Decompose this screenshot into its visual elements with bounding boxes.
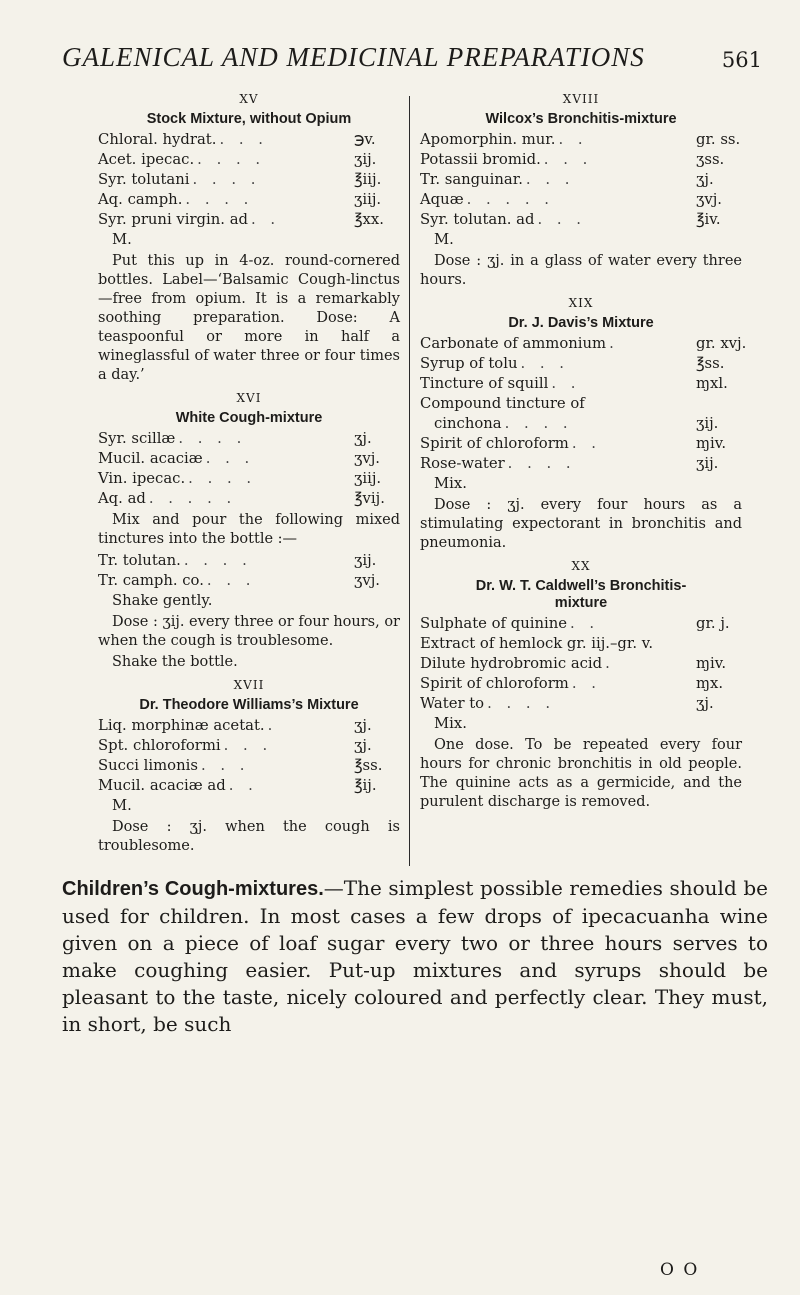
ingredient-row: Liq. morphinæ acetat. . ʒj. <box>98 716 400 736</box>
ingredient-dose: ℥vij. <box>354 490 385 507</box>
ingredient-dose: ʒiij. <box>354 470 382 487</box>
ingredient-name: Acet. ipecac. <box>98 151 195 168</box>
ingredient-row: Aquæ . . . . . ʒvj. <box>420 190 742 210</box>
ingredient-dose: ʒj. <box>354 717 372 734</box>
ingredient-row: Tr. camph. co. . . . ʒvj. <box>98 571 400 591</box>
dose-text: Dose : ʒj. when the cough is troublesome. <box>98 819 400 854</box>
ingredient-row: Rose-water . . . . ʒij. <box>420 454 742 474</box>
ingredient-name: Syr. tolutani <box>98 171 190 188</box>
ingredient-name: Syr. tolutan. ad <box>420 211 535 228</box>
ingredient-name: Potassii bromid. <box>420 151 541 168</box>
ingredient-name: Tr. tolutan. <box>98 552 181 569</box>
ingredient-dose: ʒss. <box>696 151 725 168</box>
ingredient-row: Spirit of chloroform . . ɱiv. <box>420 434 742 454</box>
recipe-xvi <box>98 391 400 672</box>
recipe-xix <box>420 296 747 553</box>
ingredient-name: Succi limonis <box>98 757 198 774</box>
ingredient-list <box>420 130 742 250</box>
mix-mark: M. <box>112 797 132 814</box>
mix-mark: Mix. <box>434 715 467 732</box>
ingredient-name: Extract of hemlock gr. iij.–gr. v. <box>420 635 654 652</box>
recipe-title: White Cough-mixture <box>175 410 323 426</box>
ingredient-row: Spt. chloroformi . . . ʒj. <box>98 736 400 756</box>
ingredient-dose: ℥xx. <box>354 211 384 228</box>
ingredient-row: cinchona . . . . ʒij. <box>420 414 742 434</box>
mix-mark: Mix. <box>434 475 467 492</box>
ingredient-row: Syr. scillæ . . . . ʒj. <box>98 429 400 449</box>
ingredient-dose: ʒij. <box>354 151 377 168</box>
mix-mark: M. <box>112 231 132 248</box>
ingredient-name: Mucil. acaciæ <box>98 450 203 467</box>
left-column <box>98 92 400 862</box>
mix-mark: M. <box>434 231 454 248</box>
paragraph-lead: Children’s Cough-mixtures. <box>62 878 324 900</box>
ingredient-list <box>98 716 400 816</box>
ingredient-dose: ℥ss. <box>696 355 725 372</box>
ingredient-name: Carbonate of ammonium <box>420 335 607 352</box>
section-numeral: XVII <box>233 678 265 692</box>
recipe-title: Dr. Theodore Williams’s Mixture <box>139 697 359 713</box>
recipe-title-continued: mixture <box>554 595 608 611</box>
ingredient-row: Syr. tolutani . . . . ℥iij. <box>98 170 400 190</box>
ingredient-list <box>420 614 742 734</box>
ingredient-row: Water to . . . . ʒj. <box>420 694 742 714</box>
ingredient-name: Aquæ <box>420 191 464 208</box>
ingredient-name: Liq. morphinæ acetat. <box>98 717 265 734</box>
ingredient-row: Syr. pruni virgin. ad . . ℥xx. <box>98 210 400 230</box>
ingredient-dose: ℥ij. <box>354 777 377 794</box>
ingredient-dose: ɱx. <box>696 675 724 692</box>
running-head-title: GALENICAL AND MEDICINAL PREPARATIONS <box>62 42 645 72</box>
recipe-xv <box>98 92 400 385</box>
ingredient-name: Spirit of chloroform <box>420 435 569 452</box>
section-numeral: XVIII <box>562 92 600 106</box>
dose-text: Dose : ʒj. in a glass of water every three hours. <box>420 253 742 288</box>
ingredient-row: Apomorphin. mur. . . gr. ss. <box>420 131 741 148</box>
recipe-instruction: Mix and pour the following mixed tinctures into the bottle :— <box>98 512 400 547</box>
ingredient-dose: ʒj. <box>696 695 714 712</box>
ingredient-dose: ɱiv. <box>696 655 727 672</box>
ingredient-row: Aq. camph. . . . . ʒiij. <box>98 190 400 210</box>
ingredient-dose: ʒij. <box>696 455 719 472</box>
ingredient-name: Mucil. acaciæ ad <box>98 777 226 794</box>
running-head <box>62 42 762 82</box>
ingredient-row: Acet. ipecac. . . . . ʒij. <box>98 150 400 170</box>
shake-note: Shake gently. <box>112 592 213 609</box>
ingredient-dose: ℥ss. <box>354 757 383 774</box>
ingredient-name: Spt. chloroformi <box>98 737 221 754</box>
ingredient-name: Dilute hydrobromic acid <box>420 655 603 672</box>
ingredient-row: Dilute hydrobromic acid . ɱiv. <box>420 654 742 674</box>
ingredient-row: Sulphate of quinine . . gr. j. <box>420 614 742 634</box>
signature-mark: O O <box>660 1260 700 1280</box>
ingredient-row: Potassii bromid. . . . ʒss. <box>420 150 742 170</box>
ingredient-dose: ɱiv. <box>696 435 727 452</box>
recipe-title: Dr. J. Davis’s Mixture <box>508 315 654 331</box>
ingredient-dose: ℥iv. <box>696 211 721 228</box>
ingredient-row: Tr. tolutan. . . . . ʒij. <box>98 551 400 571</box>
ingredient-dose: ʒij. <box>354 552 377 569</box>
ingredient-dose: gr. ss. <box>696 131 741 148</box>
ingredient-name: Syr. scillæ <box>98 430 176 447</box>
ingredient-dose: ℥iij. <box>354 171 382 188</box>
ingredient-name: Water to <box>420 695 485 712</box>
ingredient-row: Chloral. hydrat. . . . ℈v. <box>98 130 400 150</box>
dose-text: Dose : ʒj. every four hours as a stimulating expectorant in bronchitis and pneumonia. <box>420 497 742 551</box>
shake-bottle-note: Shake the bottle. <box>112 654 238 670</box>
ingredient-name: Vin. ipecac. <box>98 470 186 487</box>
ingredient-name: Sulphate of quinine <box>420 615 568 632</box>
ingredient-list <box>420 334 747 494</box>
ingredient-name: Tincture of squill <box>420 375 549 392</box>
recipe-title: Dr. W. T. Caldwell’s Bronchitis- <box>475 578 687 594</box>
dose-text: One dose. To be repeated every four hours for chronic bronchitis in old people. The quinine acts as a germicide, and the purulent discharge is removed. <box>420 737 742 810</box>
recipe-xvii <box>98 678 400 856</box>
ingredient-name: Syrup of tolu <box>420 355 518 372</box>
ingredient-dose: ℈v. <box>354 131 376 148</box>
ingredient-row: Vin. ipecac. . . . . ʒiij. <box>98 469 400 489</box>
ingredient-row: Tr. sanguinar. . . . ʒj. <box>420 170 742 190</box>
dose-text: Dose : ʒij. every three or four hours, or when the cough is troublesome. <box>98 614 400 649</box>
recipe-note: Put this up in 4-oz. round-cornered bottles. Label—‘Balsamic Cough-linctus—free from opium. It is a remarkably soothing preparation. Dose: A teaspoonful or more in half a wineglassful of water three or four times a day.’ <box>98 253 400 383</box>
ingredient-list <box>98 551 400 611</box>
recipe-title: Stock Mixture, without Opium <box>146 111 352 127</box>
ingredient-name: Aq. ad <box>98 490 146 507</box>
ingredient-list <box>98 429 400 509</box>
paragraph-text: —The simplest possible remedies should be used for children. In most cases a few drops of ipecacuanha wine given on a piece of loaf sugar every two or three hours serves to make coughing easier. Put-up mixtures and syrups should be pleasant to the taste, nicely coloured and perfectly clear. They must, in short, be such <box>62 876 768 1036</box>
ingredient-row: Aq. ad . . . . . ℥vij. <box>98 489 400 509</box>
ingredient-list <box>98 130 400 250</box>
ingredient-row: Carbonate of ammonium . gr. xvj. <box>420 335 747 352</box>
section-numeral: XIX <box>568 296 594 310</box>
ingredient-name: Syr. pruni virgin. ad <box>98 211 248 228</box>
section-numeral: XX <box>571 559 591 573</box>
section-numeral: XV <box>239 92 259 106</box>
column-divider <box>409 96 410 866</box>
recipe-xx <box>420 559 742 812</box>
ingredient-dose: ʒvj. <box>354 450 381 467</box>
ingredient-dose: ɱxl. <box>696 375 728 392</box>
ingredient-row: Succi limonis . . . ℥ss. <box>98 756 400 776</box>
ingredient-row: Spirit of chloroform . . ɱx. <box>420 674 742 694</box>
ingredient-dose: ʒvj. <box>696 191 723 208</box>
page-number: 561 <box>721 48 762 72</box>
ingredient-dose: ʒvj. <box>354 572 381 589</box>
ingredient-row: Mucil. acaciæ . . . ʒvj. <box>98 449 400 469</box>
ingredient-dose: ʒj. <box>354 737 372 754</box>
ingredient-name: Compound tincture of <box>420 395 585 412</box>
ingredient-dose: ʒj. <box>354 430 372 447</box>
ingredient-row: Mucil. acaciæ ad . . ℥ij. <box>98 776 400 796</box>
ingredient-name: Apomorphin. mur. <box>420 131 556 148</box>
ingredient-name: Rose-water <box>420 455 505 472</box>
body-paragraph <box>62 875 768 1038</box>
ingredient-name: Tr. camph. co. <box>98 572 204 589</box>
ingredient-dose: gr. xvj. <box>696 335 747 352</box>
ingredient-name: Tr. sanguinar. <box>420 171 523 188</box>
ingredient-row: Syr. tolutan. ad . . . ℥iv. <box>420 210 742 230</box>
ingredient-row: Tincture of squill . . ɱxl. <box>420 374 742 394</box>
ingredient-row: Syrup of tolu . . . ℥ss. <box>420 354 742 374</box>
ingredient-row <box>420 394 742 414</box>
ingredient-name: cinchona <box>434 415 502 432</box>
ingredient-dose: ʒiij. <box>354 191 382 208</box>
ingredient-row <box>420 634 742 654</box>
recipe-xviii <box>420 92 742 290</box>
ingredient-name: Chloral. hydrat. <box>98 131 217 148</box>
ingredient-name: Aq. camph. <box>98 191 183 208</box>
ingredient-name: Spirit of chloroform <box>420 675 569 692</box>
ingredient-dose: ʒij. <box>696 415 719 432</box>
right-column <box>420 92 747 818</box>
ingredient-dose: gr. j. <box>696 615 730 632</box>
recipe-title: Wilcox’s Bronchitis-mixture <box>485 111 677 127</box>
ingredient-dose: ʒj. <box>696 171 714 188</box>
section-numeral: XVI <box>236 391 262 405</box>
